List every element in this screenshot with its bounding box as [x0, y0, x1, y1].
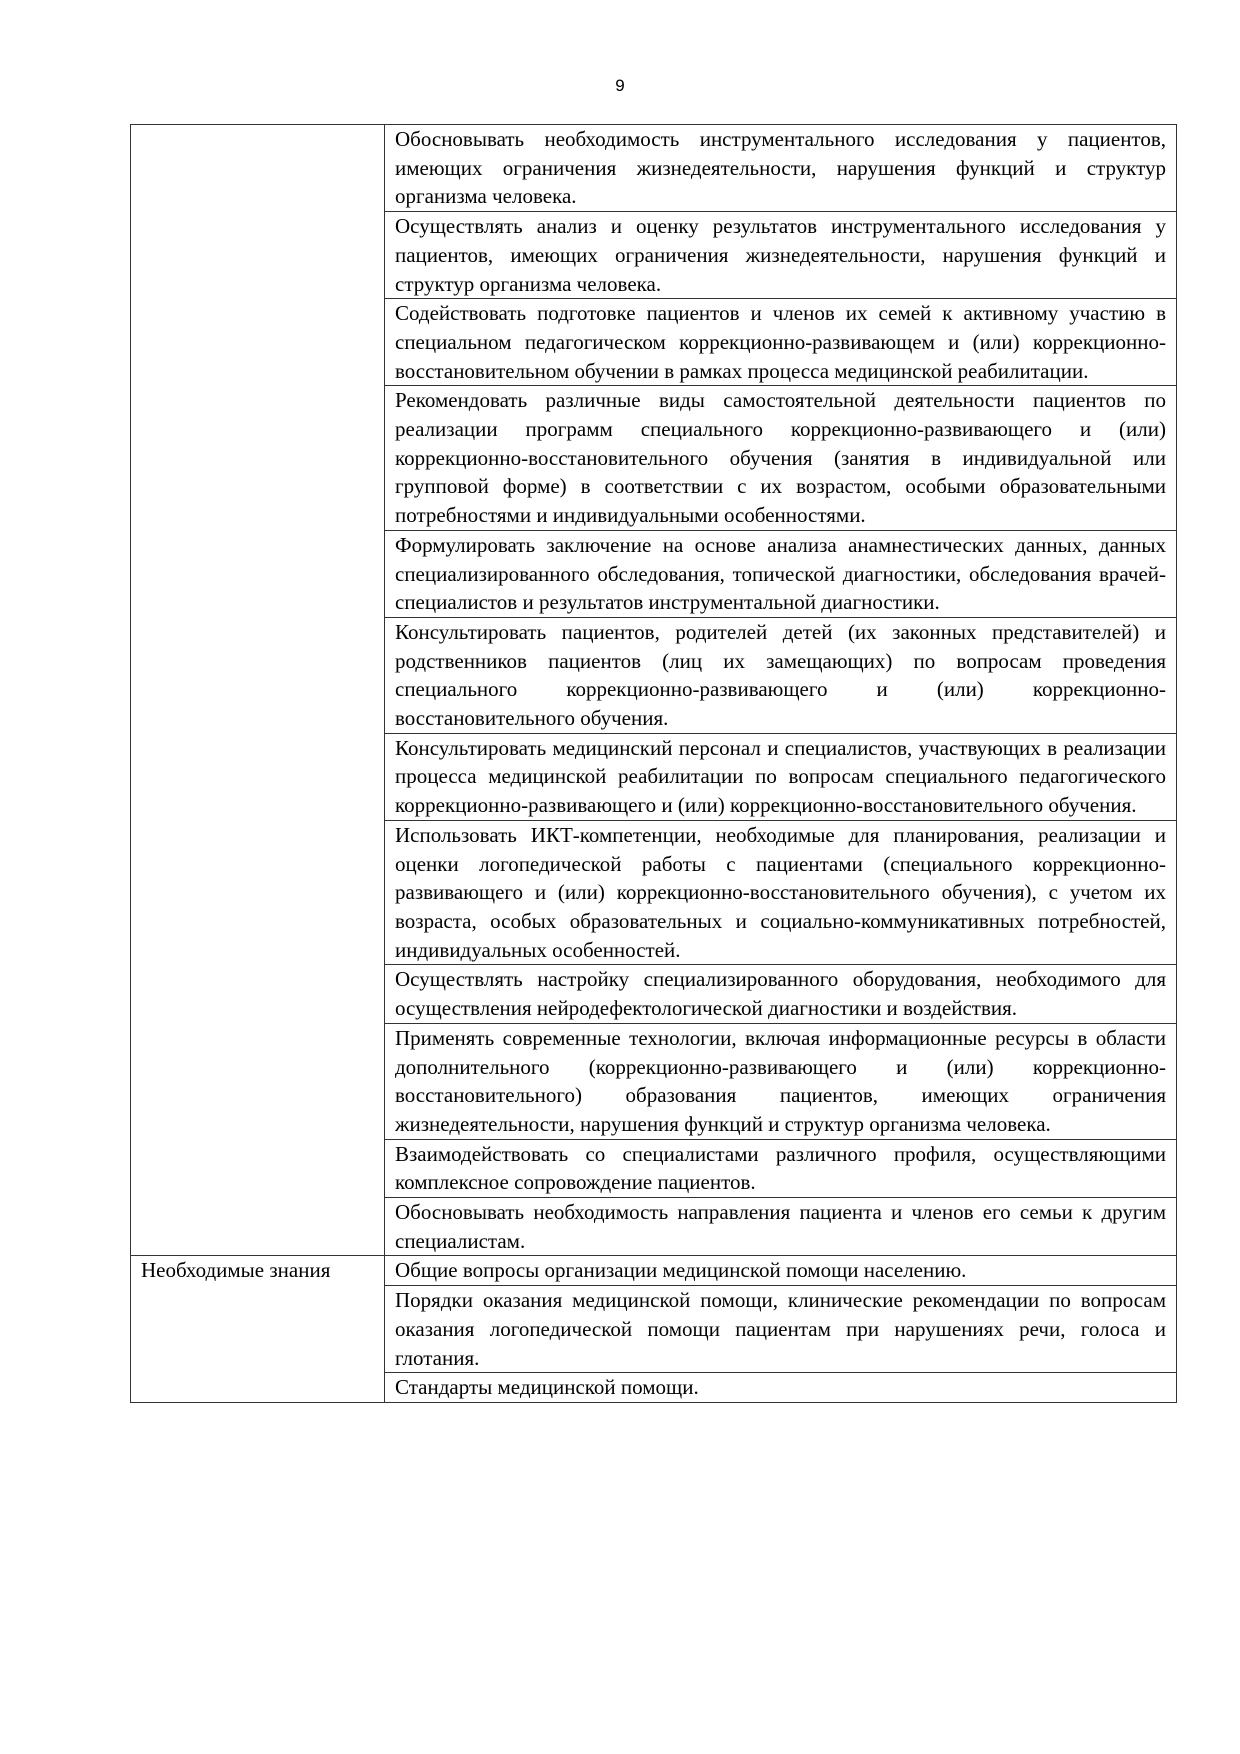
- table-row: [131, 125, 1177, 212]
- requirement-text: Осуществлять настройку специализированного оборудования, необходимого для осуществления нейродефектологической диагностики и воздействия.: [385, 965, 1177, 1023]
- skills-knowledge-table: [130, 124, 1177, 1403]
- requirement-text: Осуществлять анализ и оценку результатов инструментального исследования у пациентов, имеющих ограничения жизнедеятельности, нарушения функций и структур организма человека.: [385, 212, 1177, 299]
- requirement-text: Общие вопросы организации медицинской помощи населению.: [385, 1256, 1177, 1286]
- requirement-text: Содействовать подготовке пациентов и членов их семей к активному участию в специальном педагогическом коррекционно-развивающем и (или) коррекционно-восстановительном обучении в рамках процесса медицинской реабилитации.: [385, 299, 1177, 386]
- row-group-label: Необходимые знания: [131, 1256, 385, 1403]
- requirement-text: Стандарты медицинской помощи.: [385, 1373, 1177, 1403]
- requirement-text: Консультировать пациентов, родителей детей (их законных представителей) и родственников пациентов (лиц их замещающих) по вопросам проведения специального коррекционно-развивающего и (или) коррекционно-восстановительного обучения.: [385, 617, 1177, 733]
- row-group-label: [131, 125, 385, 1256]
- table-body: [131, 125, 1177, 1403]
- requirement-text: Использовать ИКТ-компетенции, необходимые для планирования, реализации и оценки логопедической работы с пациентами (специального коррекционно-развивающего и (или) коррекционно-восстановительного обучения), с учетом их возраста, особых образовательных и социально-коммуникативных потребностей, индивидуальных особенностей.: [385, 820, 1177, 965]
- requirement-text: Обосновывать необходимость инструментального исследования у пациентов, имеющих ограничения жизнедеятельности, нарушения функций и структур организма человека.: [385, 125, 1177, 212]
- page-number: 9: [615, 76, 625, 95]
- table-row: [131, 1256, 1177, 1286]
- requirement-text: Взаимодействовать со специалистами различного профиля, осуществляющими комплексное сопровождение пациентов.: [385, 1139, 1177, 1197]
- requirement-text: Порядки оказания медицинской помощи, клинические рекомендации по вопросам оказания логопедической помощи пациентам при нарушениях речи, голоса и глотания.: [385, 1286, 1177, 1373]
- requirement-text: Применять современные технологии, включая информационные ресурсы в области дополнительного (коррекционно-развивающего и (или) коррекционно-восстановительного) образования пациентов, имеющих ограничения жизнедеятельности, нарушения функций и структур организма человека.: [385, 1023, 1177, 1139]
- requirement-text: Рекомендовать различные виды самостоятельной деятельности пациентов по реализации программ специального коррекционно-развивающего и (или) коррекционно-восстановительного обучения (занятия в индивидуальной или групповой форме) в соответствии с их возрастом, особыми образовательными потребностями и индивидуальными особенностями.: [385, 386, 1177, 531]
- requirement-text: Обосновывать необходимость направления пациента и членов его семьи к другим специалистам.: [385, 1198, 1177, 1256]
- requirement-text: Формулировать заключение на основе анализа анамнестических данных, данных специализированного обследования, топической диагностики, обследования врачей-специалистов и результатов инструментальной диагностики.: [385, 530, 1177, 617]
- requirement-text: Консультировать медицинский персонал и специалистов, участвующих в реализации процесса медицинской реабилитации по вопросам специального педагогического коррекционно-развивающего и (или) коррекционно-восстановительного обучения.: [385, 733, 1177, 820]
